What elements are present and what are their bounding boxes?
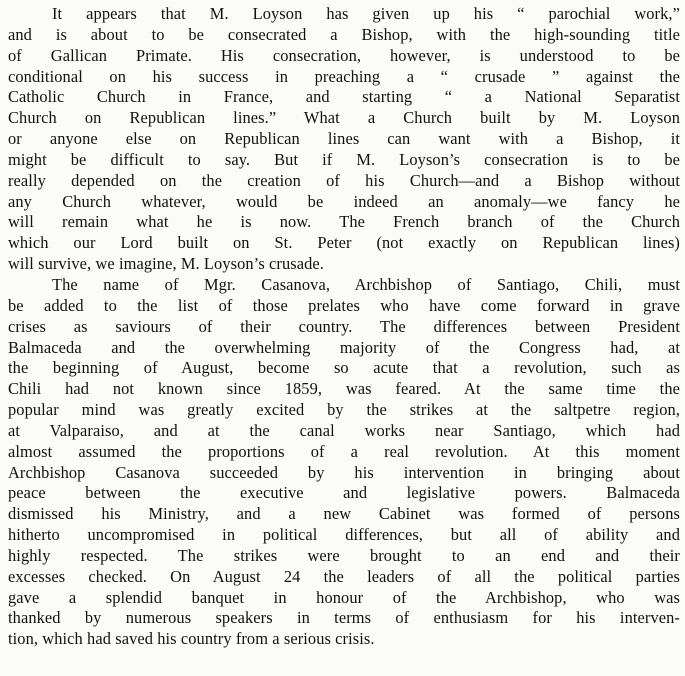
- text-line: thanked by numerous speakers in terms of enthusiasm for his interven-: [8, 608, 680, 628]
- text-line: highly respected. The strikes were brought to an end and their: [8, 545, 680, 565]
- paragraph-casanova: [8, 275, 680, 650]
- text-line: really depended on the creation of his Church—and a Bishop without: [8, 170, 680, 190]
- text-line: and is about to be consecrated a Bishop, with the high-sounding title: [8, 24, 680, 44]
- text-line: of Gallican Primate. His consecration, however, is understood to be: [8, 45, 680, 65]
- text-line: dismissed his Ministry, and a new Cabinet was formed of persons: [8, 504, 680, 524]
- text-line: Archbishop Casanova succeeded by his intervention in bringing about: [8, 462, 680, 482]
- text-line: almost assumed the proportions of a real revolution. At this moment: [8, 441, 680, 461]
- text-line: which our Lord built on St. Peter (not exactly on Republican lines): [8, 233, 680, 253]
- text-line: Chili had not known since 1859, was feared. At the same time the: [8, 379, 680, 399]
- text-line: excesses checked. On August 24 the leaders of all the political parties: [8, 566, 680, 586]
- text-line: peace between the executive and legislative powers. Balmaceda: [8, 483, 680, 503]
- text-line: at Valparaiso, and at the canal works near Santiago, which had: [8, 420, 680, 440]
- text-line: tion, which had saved his country from a serious crisis.: [8, 629, 375, 649]
- text-line: will remain what he is now. The French branch of the Church: [8, 212, 680, 232]
- text-line: will survive, we imagine, M. Loyson’s crusade.: [8, 254, 324, 274]
- text-line: The name of Mgr. Casanova, Archbishop of Santiago, Chili, must: [52, 274, 680, 294]
- text-line: Church on Republican lines.” What a Church built by M. Loyson: [8, 108, 680, 128]
- text-line: conditional on his success in preaching a “ crusade ” against the: [8, 66, 680, 86]
- text-line: popular mind was greatly excited by the strikes at the saltpetre region,: [8, 400, 680, 420]
- text-line: or anyone else on Republican lines can want with a Bishop, it: [8, 129, 680, 149]
- text-line: any Church whatever, would be indeed an anomaly—we fancy he: [8, 191, 680, 211]
- text-line: Catholic Church in France, and starting “ a National Separatist: [8, 87, 680, 107]
- text-line: hitherto uncompromised in political differences, but all of ability and: [8, 525, 680, 545]
- text-line: crises as saviours of their country. The differences between President: [8, 316, 680, 336]
- text-line: It appears that M. Loyson has given up his “ parochial work,”: [52, 4, 680, 23]
- text-line: Balmaceda and the overwhelming majority of the Congress had, at: [8, 337, 680, 357]
- text-line: the beginning of August, become so acute that a revolution, such as: [8, 358, 680, 378]
- text-line: gave a splendid banquet in honour of the Archbishop, who was: [8, 587, 680, 607]
- paragraph-loyson: [8, 4, 680, 275]
- text-line: might be difficult to say. But if M. Loyson’s consecration is to be: [8, 149, 680, 169]
- text-line: be added to the list of those prelates who have come forward in grave: [8, 295, 680, 315]
